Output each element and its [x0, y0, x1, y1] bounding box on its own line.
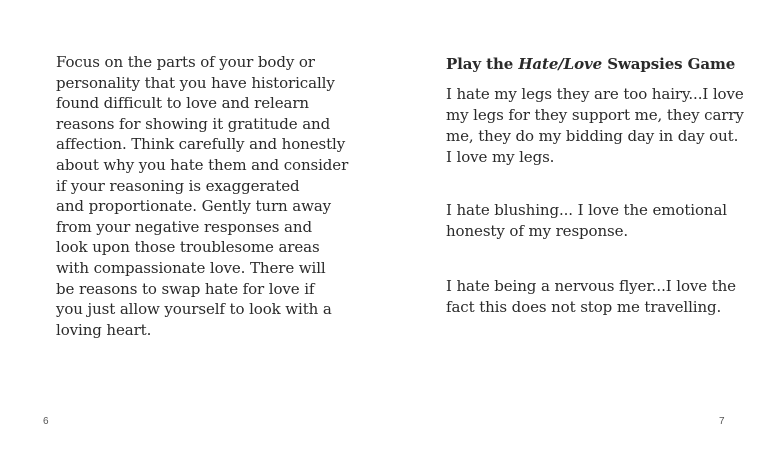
body-line: found difficult to love and relearn — [56, 94, 309, 113]
heading-suffix: Swapsies Game — [602, 55, 736, 73]
left-body-text — [56, 52, 356, 340]
page-number-right: 7 — [719, 416, 725, 427]
body-line: look upon those troublesome areas — [56, 238, 320, 257]
body-line: Focus on the parts of your body or — [56, 53, 315, 71]
right-page — [390, 0, 781, 472]
body-line: from your negative responses and — [56, 217, 312, 236]
paragraph-line: I hate my legs they are too hairy...I love — [446, 85, 744, 103]
paragraph-line: I love my legs. — [446, 148, 555, 166]
section-heading — [446, 55, 735, 73]
body-line: and proportionate. Gently turn away — [56, 197, 332, 216]
body-line: personality that you have historically — [56, 73, 335, 92]
body-line: if your reasoning is exaggerated — [56, 176, 300, 195]
left-page — [0, 0, 390, 472]
body-line: you just allow yourself to look with a — [56, 300, 332, 319]
body-line: about why you hate them and consider — [56, 155, 349, 174]
paragraph-line: fact this does not stop me travelling. — [446, 298, 722, 316]
heading-italic: Hate/Love — [518, 55, 603, 73]
paragraph-flyer — [446, 276, 746, 318]
paragraph-line: my legs for they support me, they carry — [446, 106, 744, 124]
paragraph-line: me, they do my bidding day in day out. — [446, 127, 739, 145]
paragraph-line: I hate being a nervous flyer...I love the — [446, 277, 736, 295]
heading-prefix: Play the — [446, 55, 519, 73]
page-number-left: 6 — [43, 416, 49, 427]
body-line: affection. Think carefully and honestly — [56, 135, 346, 154]
paragraph-blushing — [446, 200, 746, 242]
body-line: with compassionate love. There will — [56, 258, 326, 277]
paragraph-legs — [446, 84, 746, 168]
paragraph-line: I hate blushing... I love the emotional — [446, 201, 727, 219]
body-line: be reasons to swap hate for love if — [56, 279, 315, 298]
paragraph-line: honesty of my response. — [446, 222, 629, 240]
body-line: loving heart. — [56, 320, 152, 339]
body-line: reasons for showing it gratitude and — [56, 114, 331, 133]
